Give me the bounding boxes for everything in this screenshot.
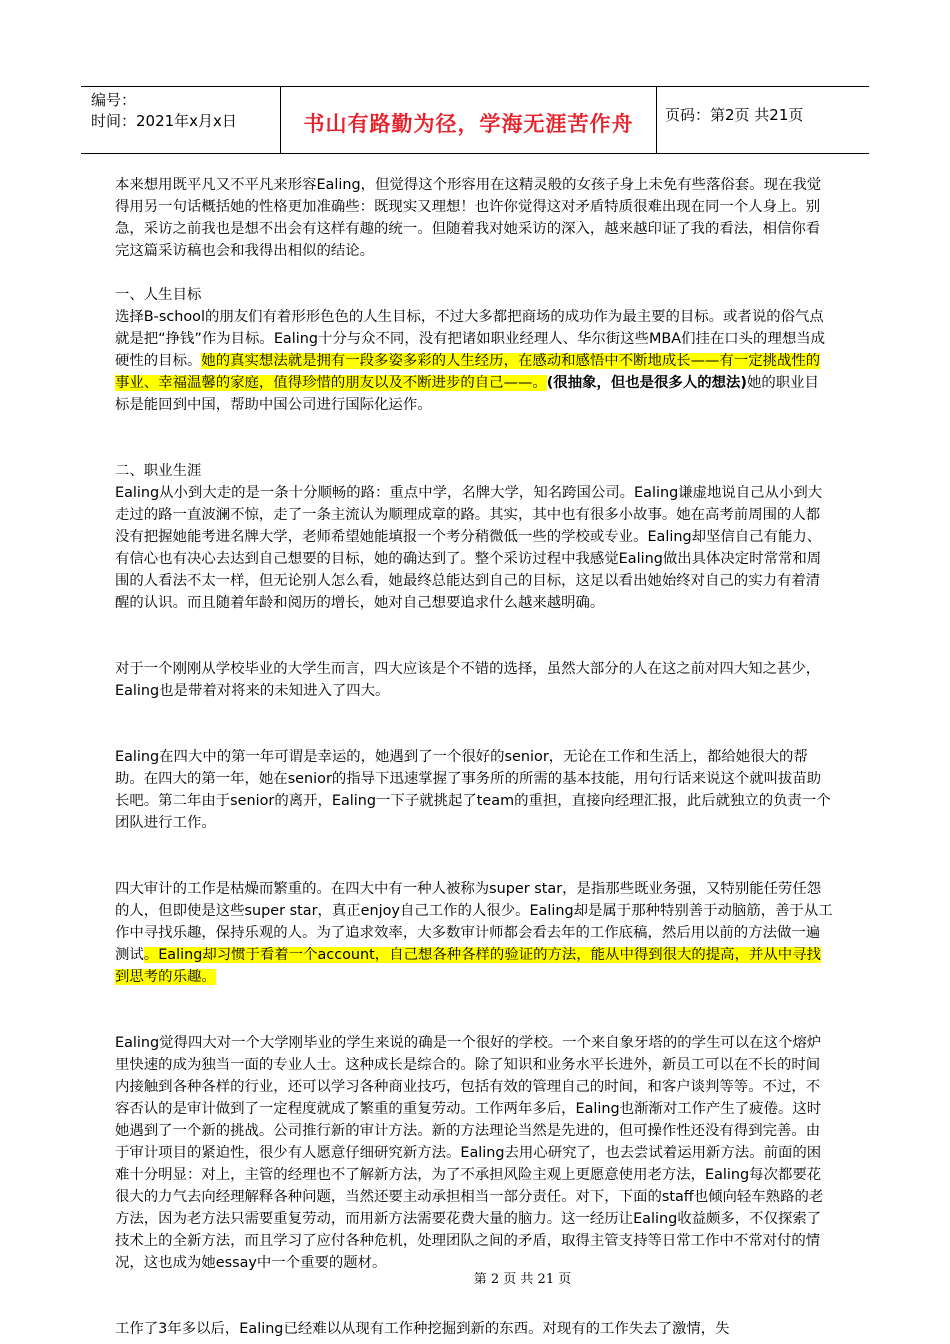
header-page-info: 页码：第2页 共21页 [665, 105, 804, 124]
header-meta-cell [81, 87, 281, 153]
document-body [115, 174, 833, 1340]
section-2-paragraph-6: 工作了3年多以后，Ealing已经难以从现有工作种挖掘到新的东西。对现有的工作失去了激情，失 [115, 1321, 730, 1337]
section-2-title: 二、职业生涯 [115, 463, 202, 479]
page-header [81, 86, 869, 154]
s1-text-a: 选择B-school的朋友们有着形形色色的人生目标，不过大多都把商场的成功作为最主要的目标。或者说的俗气点就是把“挣钱”作为目标。Ealing十分与众不同，没有把诸如职业经理人、华尔街这些MBA们挂在口头的理想当成硬性的目标。 [115, 309, 826, 369]
section-2-paragraph-4 [115, 878, 833, 988]
s1-highlight: 她的真实想法就是拥有一段多姿多彩的人生经历，在感动和感悟中不断地成长——有一定挑战性的事业、幸福温馨的家庭，值得珍惜的朋友以及不断进步的自己——。 [115, 353, 821, 391]
section-2-paragraph-3: Ealing在四大中的第一年可谓是幸运的，她遇到了一个很好的senior，无论在工作和生活上，都给她很大的帮助。在四大的第一年，她在senior的指导下迅速掌握了事务所的所需的基本技能，用句行话来说这个就叫拔苗助长吧。第二年由于senior的离开，Ealing一下子就挑起了team的重担，直接向经理汇报，此后就独立的负责一个团队进行工作。 [115, 749, 831, 831]
section-2-paragraph-2: 对于一个刚刚从学校毕业的大学生而言，四大应该是个不错的选择，虽然大部分的人在这之前对四大知之甚少，Ealing也是带着对将来的未知进入了四大。 [115, 661, 821, 699]
document-number-label: 编号： [91, 91, 137, 109]
s2-p4-text: 四大审计的工作是枯燥而繁重的。在四大中有一种人被称为super star，是指那些既业务强，又特别能任劳任怨的人，但即使是这些super star，真正enjoy自己工作的人很少。Ealing却是属于那种特别善于动脑筋，善于从工作中寻找乐趣，保持乐观的人。为了追求效率，大多数审计师都会看去年的工作底稿，然后用以前的方法做一遍测试 [115, 881, 833, 963]
section-1-paragraph [115, 306, 833, 416]
s2-p4-highlight: 。Ealing却习惯于看着一个account，自己想各种各样的验证的方法，能从中得到很大的提高，并从中寻找到思考的乐趣。 [115, 947, 821, 985]
section-1-title: 一、人生目标 [115, 287, 202, 303]
page-footer: 第 2 页 共 21 页 [473, 1272, 572, 1287]
s1-text-b: 她的职业目标是能回到中国，帮助中国公司进行国际化运作。 [115, 375, 819, 413]
intro-paragraph: 本来想用既平凡又不平凡来形容Ealing，但觉得这个形容用在这精灵般的女孩子身上未免有些落俗套。现在我觉得用另一句话概括她的性格更加准确些：既现实又理想！也许你觉得这对矛盾特质很难出现在同一个人身上。别急，采访之前我也是想不出会有这样有趣的统一。但随着我对她采访的深入，越来越印证了我的看法，相信你看完这篇采访稿也会和我得出相似的结论。 [115, 177, 822, 259]
s1-bold-note: (很抽象，但也是很多人的想法) [546, 375, 747, 391]
section-2-paragraph-1: Ealing从小到大走的是一条十分顺畅的路：重点中学，名牌大学，知名跨国公司。Ealing谦虚地说自己从小到大走过的路一直波澜不惊，走了一条主流认为顺理成章的路。其实，其中也有很多小故事。她在高考前周围的人都没有把握她能考进名牌大学，老师希望她能填报一个考分稍微低一些的学校或专业。Ealing却坚信自己有能力、有信心也有决心去达到自己想要的目标，她的确达到了。整个采访过程中我感觉Ealing做出具体决定时常常和周围的人看法不太一样，但无论别人怎么看，她最终总能达到自己的目标，这足以看出她始终对自己的实力有着清醒的认识。而且随着年龄和阅历的增长，她对自己想要追求什么越来越明确。 [115, 485, 823, 611]
section-2-paragraph-5: Ealing觉得四大对一个大学刚毕业的学生来说的确是一个很好的学校。一个来自象牙塔的的学生可以在这个熔炉里快速的成为独当一面的专业人士。这种成长是综合的。除了知识和业务水平长进外，新员工可以在不长的时间内接触到各种各样的行业，还可以学习各种商业技巧，包括有效的管理自己的时间，和客户谈判等等。不过，不容否认的是审计做到了一定程度就成了繁重的重复劳动。工作两年多后，Ealing也渐渐对工作产生了疲倦。这时她遇到了一个新的挑战。公司推行新的审计方法。新的方法理论当然是先进的，但可操作性还没有得到完善。由于审计项目的紧迫性，很少有人愿意仔细研究新方法。Ealing去用心研究了，也去尝试着运用新方法。前面的困难十分明显：对上，主管的经理也不了解新方法，为了不承担风险主观上更愿意使用老方法，Ealing每次都要花很大的力气去向经理解释各种问题，当然还要主动承担相当一部分责任。对下，下面的staff也倾向轻车熟路的老方法，因为老方法只需要重复劳动，而用新方法需要花费大量的脑力。这一经历让Ealing收益颇多，不仅探索了技术上的全新方法，而且学习了应付各种危机，处理团队之间的矛盾，取得主管支持等日常工作中不常对付的情况，这也成为她essay中一个重要的题材。 [115, 1035, 824, 1271]
document-date-label: 时间：2021年x月x日 [91, 112, 237, 130]
header-motto: 书山有路勤为径，学海无涯苦作舟 [281, 87, 657, 153]
